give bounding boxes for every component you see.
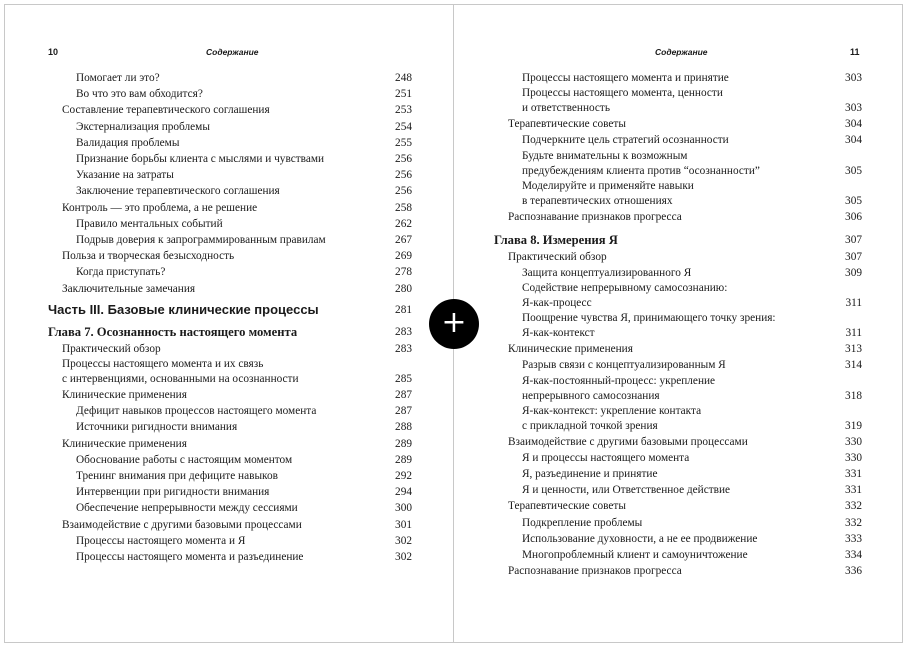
toc-entry [48,248,412,264]
toc-entry-page: 256 [395,185,412,198]
toc-entry-title: Содействие непрерывному самосознанию: Я-как-процесс [522,282,728,310]
toc-entry-title: Глава 8. Измерения Я [494,232,618,247]
toc-entry-title: Поощрение чувства Я, принимающего точку зрения: Я-как-контекст [522,312,776,340]
page-number: 11 [850,47,860,57]
toc-entry [48,452,412,468]
plus-icon: + [441,305,467,340]
toc-entry [494,547,862,563]
toc-entry-page: 281 [395,303,412,316]
toc-entry-page: 336 [845,565,862,578]
toc-entry-page: 289 [395,453,412,466]
toc-list [48,70,412,565]
running-title: Содержание [206,47,259,57]
toc-entry [48,549,412,565]
toc-entry-title: Практический обзор [62,342,161,355]
toc-entry-page: 289 [395,437,412,450]
toc-entry [48,135,412,151]
toc-entry-page: 287 [395,389,412,402]
toc-entry-title: Когда приступать? [76,266,166,279]
toc-entry [48,102,412,118]
toc-entry [494,265,862,281]
toc-entry [48,403,412,419]
toc-entry [48,341,412,357]
toc-entry-title: Клинические применения [62,437,187,450]
toc-entry-page: 267 [395,234,412,247]
toc-entry-title: Дефицит навыков процессов настоящего момента [76,405,317,418]
toc-entry-page: 319 [845,419,862,432]
toc-entry [494,86,862,116]
toc-entry [48,264,412,280]
toc-entry-title: Терапевтические советы [508,118,626,131]
toc-entry-title: Правило ментальных событий [76,217,223,230]
toc-entry [48,419,412,435]
toc-entry-title: Клинические применения [62,389,187,402]
toc-entry-title: Процессы настоящего момента, ценности и ответственность [522,87,723,115]
toc-entry-title: Я и процессы настоящего момента [522,451,690,464]
toc-entry-page: 248 [395,72,412,84]
toc-entry [494,116,862,132]
toc-entry [48,183,412,199]
toc-entry [494,357,862,373]
toc-entry-title: Я-как-контекст: укрепление контакта с прикладной точкой зрения [522,404,702,432]
toc-entry-page: 301 [395,518,412,531]
toc-entry-page: 269 [395,250,412,263]
toc-chapter-heading [494,231,862,249]
toc-entry-page: 278 [395,266,412,279]
toc-entry-page: 303 [845,102,862,115]
toc-entry-title: Процессы настоящего момента и их связь с интервенциями, основанными на осознанности [62,358,299,386]
toc-entry-page: 303 [845,72,862,84]
toc-entry-title: Заключение терапевтического соглашения [76,185,280,198]
toc-entry [494,404,862,434]
toc-entry [494,70,862,86]
toc-entry [48,200,412,216]
toc-entry-title: Разрыв связи с концептуализированным Я [522,359,726,372]
toc-entry [48,151,412,167]
toc-entry-page: 251 [395,88,412,101]
toc-entry-page: 300 [395,502,412,515]
toc-entry-page: 302 [395,534,412,547]
toc-entry [494,434,862,450]
toc-entry-title: Указание на затраты [76,169,174,182]
toc-entry-page: 256 [395,153,412,166]
toc-entry [48,517,412,533]
toc-entry-page: 254 [395,120,412,133]
toc-entry-title: Во что это вам обходится? [76,88,203,101]
toc-entry [494,531,862,547]
toc-entry-title: Польза и творческая безысходность [62,250,235,263]
toc-entry [494,563,862,579]
page-number: 10 [48,47,59,57]
toc-entry [494,374,862,404]
toc-entry [48,468,412,484]
toc-entry [494,209,862,225]
toc-entry-page: 331 [845,468,862,481]
toc-entry [494,482,862,498]
toc-entry [494,450,862,466]
toc-entry [48,533,412,549]
toc-entry-page: 302 [395,551,412,564]
toc-entry-page: 255 [395,136,412,149]
toc-entry-title: Подкрепление проблемы [522,516,643,529]
toc-entry-title: Распознавание признаков прогресса [508,210,682,223]
toc-entry-page: 330 [845,451,862,464]
toc-entry-title: Защита концептуализированного Я [522,267,692,280]
toc-entry [494,311,862,341]
toc-entry [48,216,412,232]
toc-entry [494,179,862,209]
toc-entry-page: 288 [395,421,412,434]
toc-entry-page: 311 [845,327,862,340]
toc-entry-title: Заключительные замечания [62,282,196,295]
toc-entry [494,341,862,357]
toc-entry-title: Процессы настоящего момента и принятие [522,72,729,84]
toc-entry-title: Подрыв доверия к запрограммированным правилам [76,234,326,247]
toc-entry-page: 283 [395,342,412,355]
toc-entry-title: Я, разъединение и принятие [522,468,658,481]
toc-entry [48,119,412,135]
toc-list [494,70,862,579]
toc-entry-title: Практический обзор [508,250,607,263]
toc-entry-title: Распознавание признаков прогресса [508,565,682,578]
toc-entry-title: Я-как-постоянный-процесс: укрепление непрерывного самосознания [522,374,716,402]
toc-entry [48,232,412,248]
toc-entry [494,132,862,148]
toc-entry-title: Взаимодействие с другими базовыми процессами [62,518,302,531]
toc-entry-title: Источники ригидности внимания [76,421,238,434]
toc-entry-page: 258 [395,201,412,214]
toc-entry [48,387,412,403]
toc-entry-page: 285 [395,373,412,386]
toc-entry-title: Часть III. Базовые клинические процессы [48,301,319,317]
toc-entry-page: 304 [845,118,862,131]
toc-entry-page: 307 [845,233,862,246]
toc-chapter-heading [48,323,412,341]
running-title: Содержание [655,47,708,57]
toc-entry-title: Глава 7. Осознанность настоящего момента [48,324,298,339]
toc-entry-page: 309 [845,267,862,280]
toc-entry-page: 333 [845,532,862,545]
toc-entry [48,86,412,102]
left-page [4,4,453,643]
toc-entry-page: 311 [845,297,862,310]
toc-entry-page: 287 [395,405,412,418]
toc-entry-title: Экстернализация проблемы [76,120,210,133]
toc-entry [48,436,412,452]
toc-entry-page: 305 [845,194,862,207]
page-header [4,47,453,61]
toc-entry-page: 330 [845,435,862,448]
toc-entry-title: Терапевтические советы [508,500,626,513]
toc-entry-page: 332 [845,516,862,529]
toc-entry [494,466,862,482]
toc-entry-page: 307 [845,250,862,263]
toc-entry [48,484,412,500]
toc-entry-page: 256 [395,169,412,182]
toc-part-heading [48,301,412,319]
right-page [454,4,903,643]
toc-entry-title: Валидация проблемы [76,136,180,149]
toc-entry-title: Подчеркните цель стратегий осознанности [522,134,729,147]
toc-entry [494,149,862,179]
toc-entry-page: 253 [395,104,412,117]
toc-entry-title: Процессы настоящего момента и разъединение [76,551,304,564]
toc-entry [48,167,412,183]
toc-entry-title: Процессы настоящего момента и Я [76,534,246,547]
toc-entry [48,357,412,387]
toc-entry-page: 331 [845,484,862,497]
toc-entry-title: Я и ценности, или Ответственное действие [522,484,731,497]
toc-entry [494,281,862,311]
toc-entry-page: 283 [395,325,412,338]
toc-entry-page: 280 [395,282,412,295]
toc-entry [494,498,862,514]
toc-entry-page: 318 [845,389,862,402]
toc-entry-title: Интервенции при ригидности внимания [76,486,270,499]
toc-entry-title: Моделируйте и применяйте навыки в терапевтических отношениях [522,179,694,207]
toc-entry-title: Многопроблемный клиент и самоуничтожение [522,549,748,562]
toc-entry-title: Тренинг внимания при дефиците навыков [76,470,278,483]
page-header [454,47,903,61]
toc-entry [48,70,412,86]
toc-entry-page: 294 [395,486,412,499]
toc-entry-title: Контроль — это проблема, а не решение [62,201,258,214]
toc-entry [48,500,412,516]
toc-entry-page: 314 [845,359,862,372]
toc-entry-title: Клинические применения [508,343,633,356]
add-button[interactable] [429,299,479,349]
toc-entry-page: 304 [845,134,862,147]
toc-entry-page: 313 [845,343,862,356]
toc-entry [494,515,862,531]
toc-entry-title: Будьте внимательны к возможным предубеждениям клиента против “осознанности” [522,149,760,177]
toc-entry-title: Использование духовности, а не ее продвижение [522,532,758,545]
toc-entry-page: 292 [395,470,412,483]
toc-entry-title: Обеспечение непрерывности между сессиями [76,502,298,515]
toc-entry-title: Признание борьбы клиента с мыслями и чувствами [76,153,325,166]
toc-entry-title: Обоснование работы с настоящим моментом [76,453,293,466]
toc-entry-page: 332 [845,500,862,513]
toc-entry-page: 334 [845,549,862,562]
toc-entry-title: Помогает ли это? [76,72,160,84]
toc-entry-page: 305 [845,164,862,177]
toc-entry-page: 306 [845,210,862,223]
toc-entry [48,281,412,297]
toc-entry-title: Составление терапевтического соглашения [62,104,270,117]
toc-entry-page: 262 [395,217,412,230]
toc-entry [494,249,862,265]
toc-entry-title: Взаимодействие с другими базовыми процессами [508,435,748,448]
